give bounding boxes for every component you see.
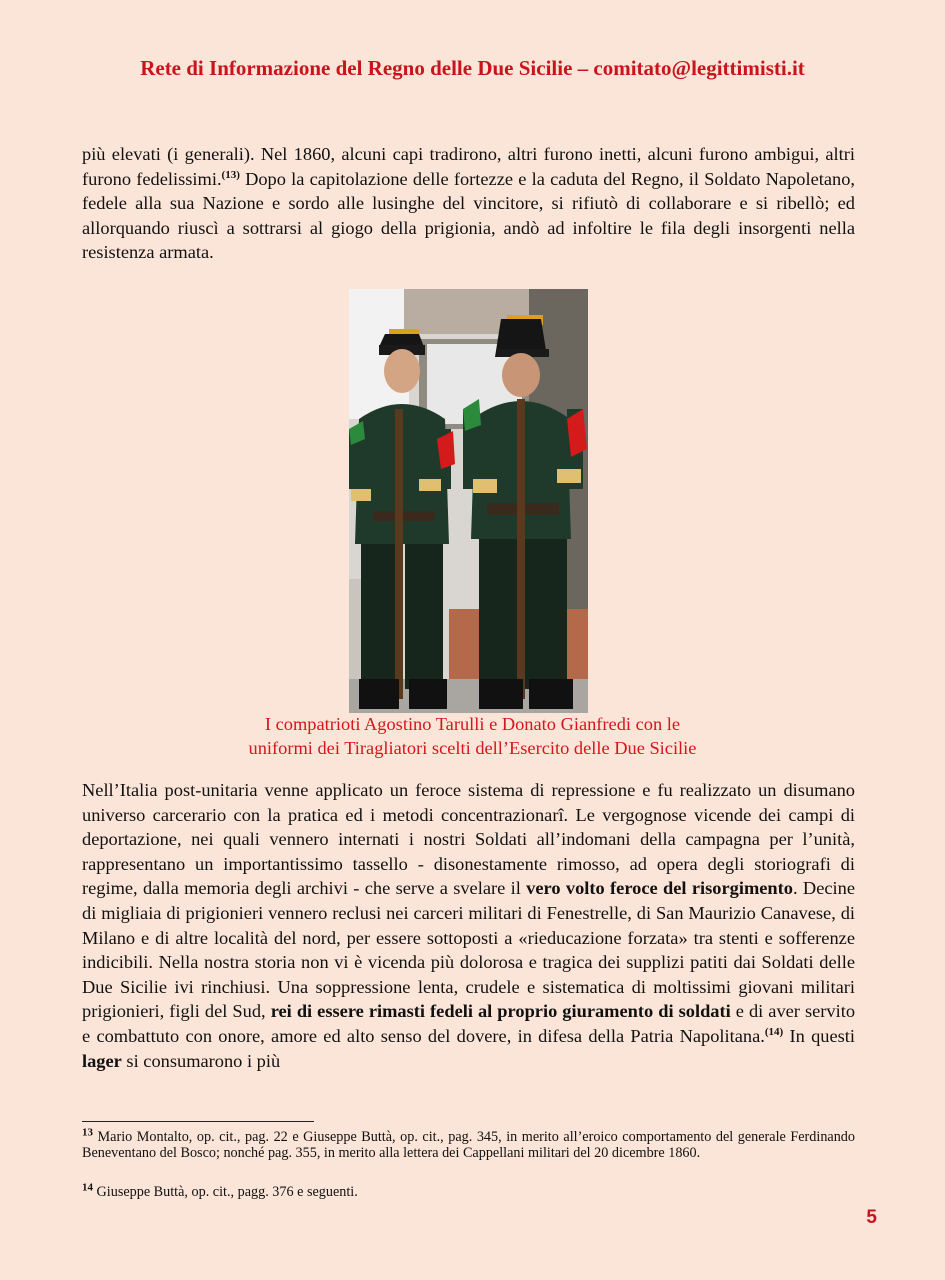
paragraph-2-text-2: . Decine di migliaia di prigionieri vennero reclusi nei carceri militari di Fenestrelle, di San Maurizio Canavese, di Milano e di altre località del nord, per essere sottoposti a «rieducazione forzata» tra stenti e sofferenze indicibili. Nella nostra storia non vi è vicenda più dolorosa e tragica dei supplizi patiti dai Soldati delle Due Sicilie ivi rinchiusi. Una soppressione lenta, crudele e sistematica di moltissimi giovani militari prigionieri, figli del Sud, <box>82 878 855 1022</box>
caption-line-2: uniformi dei Tiragliatori scelti dell’Esercito delle Due Sicilie <box>248 738 697 758</box>
footnote-14-text: Giuseppe Buttà, op. cit., pagg. 376 e seguenti. <box>93 1184 358 1200</box>
page-header: Rete di Informazione del Regno delle Due Sicilie – comitato@legittimisti.it <box>140 56 805 80</box>
footnote-divider <box>82 1121 314 1122</box>
footnote-13 <box>82 1126 855 1161</box>
paragraph-2-text-4: In questi <box>783 1025 855 1046</box>
paragraph-2 <box>82 778 855 1073</box>
footnote-13-number: 13 <box>82 1126 93 1139</box>
paragraph-1-text-b: Dopo la capitolazione delle fortezze e la caduta del Regno, il Soldato Napoletano, fedele alla sua Nazione e sordo alle lusinghe del vincitore, si rifiutò di collaborare e si ribellò; ed allorquando riuscì a sottrarsi al giogo della prigionia, andò ad infoltire le fila degli insorgenti nella resistenza armata. <box>82 168 855 263</box>
paragraph-2-text-5: si consumarono i più <box>121 1050 281 1071</box>
emphasis-2: rei di essere rimasti fedeli al proprio giuramento di soldati <box>270 1001 731 1022</box>
emphasis-1: vero volto feroce del risorgimento <box>526 878 793 899</box>
footnote-ref-13[interactable]: (13) <box>221 168 240 181</box>
paragraph-1-text-a: più elevati (i generali). Nel 1860, alcuni capi tradirono, altri furono inetti, alcuni furono ambigui, altri furono fedelissimi. <box>82 144 855 189</box>
caption-line-1: I compatrioti Agostino Tarulli e Donato Gianfredi con le <box>264 714 681 734</box>
emphasis-3: lager <box>82 1050 122 1071</box>
page-number: 5 <box>866 1207 877 1228</box>
figure-caption <box>0 712 945 760</box>
footnote-14 <box>82 1181 855 1201</box>
soldiers-photo <box>349 289 588 713</box>
paragraph-2-text-1: Nell’Italia post-unitaria venne applicato un feroce sistema di repressione e fu realizzato un disumano universo carcerario con la pratica ed i metodi concentrazionarî. Le vergognose vicende dei campi di deportazione, nei quali vennero internati i nostri Soldati all’indomani della campagna per l’unità, rappresentano un importantissimo tassello - disonestamente rimosso, ad opera degli storiografi di regime, dalla memoria degli archivi - che serve a svelare il <box>82 780 855 899</box>
footnote-14-number: 14 <box>82 1181 93 1194</box>
paragraph-1 <box>82 142 855 265</box>
paragraph-2-text-3: e di aver servito e combattuto con onore, amore ed alto senso del dovere, in difesa della Patria Napolitana. <box>82 1001 856 1046</box>
footnote-13-text: Mario Montalto, op. cit., pag. 22 e Giuseppe Buttà, op. cit., pag. 345, in merito all’eroico comportamento del generale Ferdinando Beneventano del Bosco; nonché pag. 355, in merito alla lettera dei Cappellani militari del 20 dicembre 1860. <box>82 1129 855 1161</box>
footnote-ref-14[interactable]: (14) <box>764 1025 784 1038</box>
